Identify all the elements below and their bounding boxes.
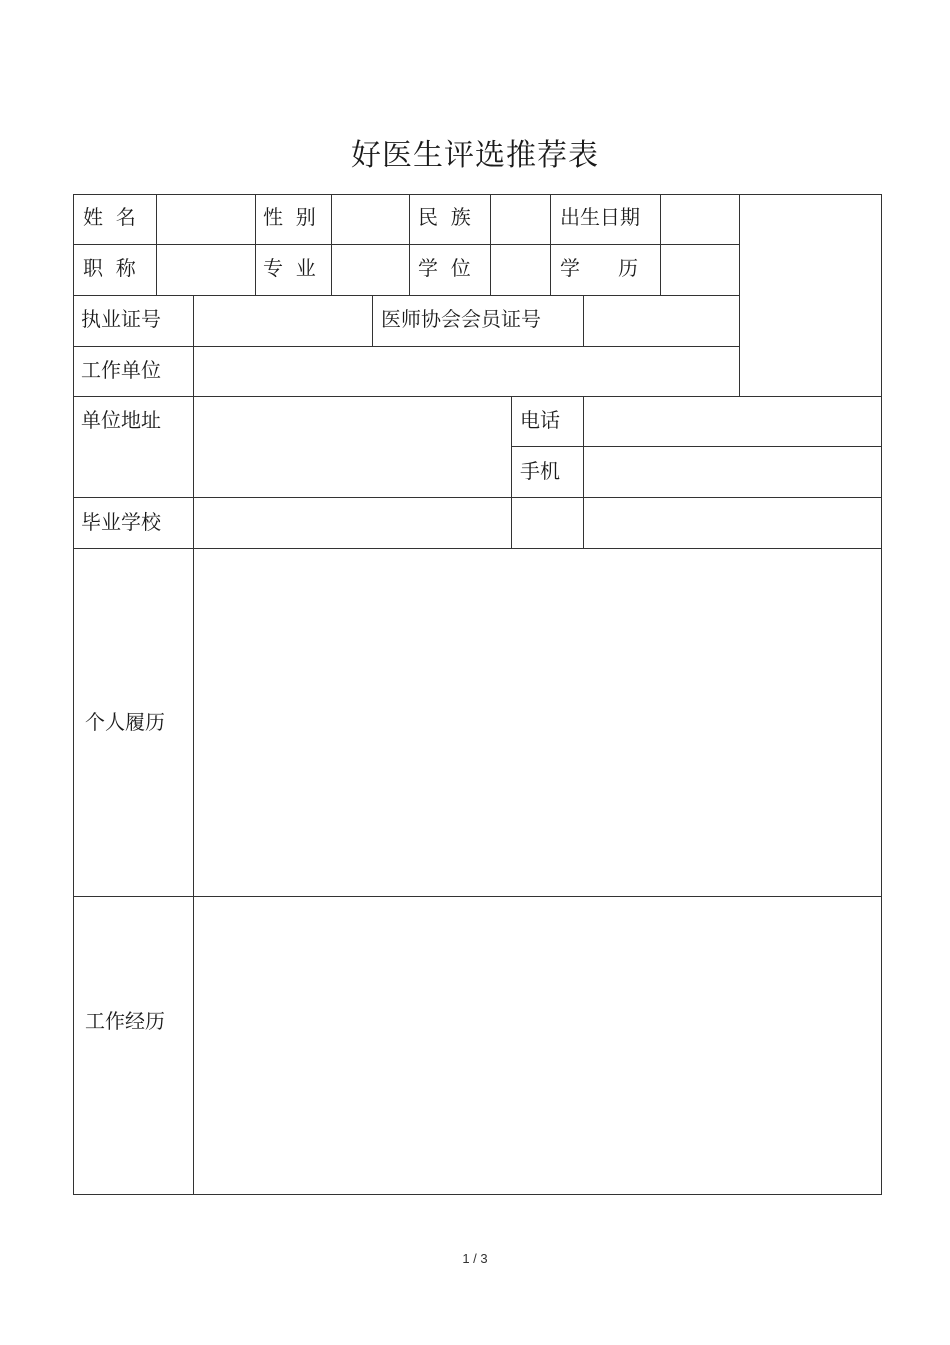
label-name: 姓 名	[83, 205, 136, 229]
input-cell-job-title[interactable]	[156, 244, 256, 296]
label-job-title: 职 称	[83, 256, 136, 280]
input-cell-birth-date[interactable]	[660, 194, 740, 245]
blank-input-cell[interactable]	[583, 497, 882, 549]
blank-label-cell[interactable]	[511, 497, 584, 549]
label-association-no: 医师协会会员证号	[381, 307, 541, 331]
input-cell-phone[interactable]	[583, 396, 882, 447]
label-birth-date: 出生日期	[560, 205, 640, 229]
page-indicator: 1 / 3	[462, 1251, 488, 1266]
label-mobile: 手机	[520, 459, 560, 483]
label-phone: 电话	[520, 408, 560, 432]
input-cell-gender[interactable]	[331, 194, 410, 245]
input-cell-mobile[interactable]	[583, 446, 882, 498]
input-cell-education[interactable]	[660, 244, 740, 296]
input-cell-unit-address[interactable]	[193, 396, 512, 498]
form-title: 好医生评选推荐表	[351, 138, 599, 173]
input-cell-ethnicity[interactable]	[490, 194, 551, 245]
input-area-work-experience[interactable]	[193, 896, 882, 1195]
input-cell-degree[interactable]	[490, 244, 551, 296]
label-gender: 性 别	[263, 205, 316, 229]
label-ethnicity: 民 族	[418, 205, 471, 229]
input-cell-association-no[interactable]	[583, 295, 740, 347]
label-degree: 学 位	[418, 256, 471, 280]
label-major: 专 业	[263, 256, 316, 280]
photo-cell[interactable]	[739, 194, 882, 397]
input-cell-work-unit[interactable]	[193, 346, 740, 397]
label-education: 学 历	[560, 256, 639, 280]
input-cell-name[interactable]	[156, 194, 256, 245]
label-license-no: 执业证号	[81, 307, 161, 331]
input-cell-license-no[interactable]	[193, 295, 373, 347]
input-cell-graduate-school[interactable]	[193, 497, 512, 549]
label-cell-work-experience	[73, 896, 194, 1195]
input-cell-major[interactable]	[331, 244, 410, 296]
label-work-experience: 工作经历	[85, 1009, 165, 1033]
label-unit-address: 单位地址	[81, 408, 161, 432]
label-personal-history: 个人履历	[85, 710, 165, 734]
input-area-personal-history[interactable]	[193, 548, 882, 897]
label-work-unit: 工作单位	[81, 358, 161, 382]
label-graduate-school: 毕业学校	[81, 510, 161, 534]
